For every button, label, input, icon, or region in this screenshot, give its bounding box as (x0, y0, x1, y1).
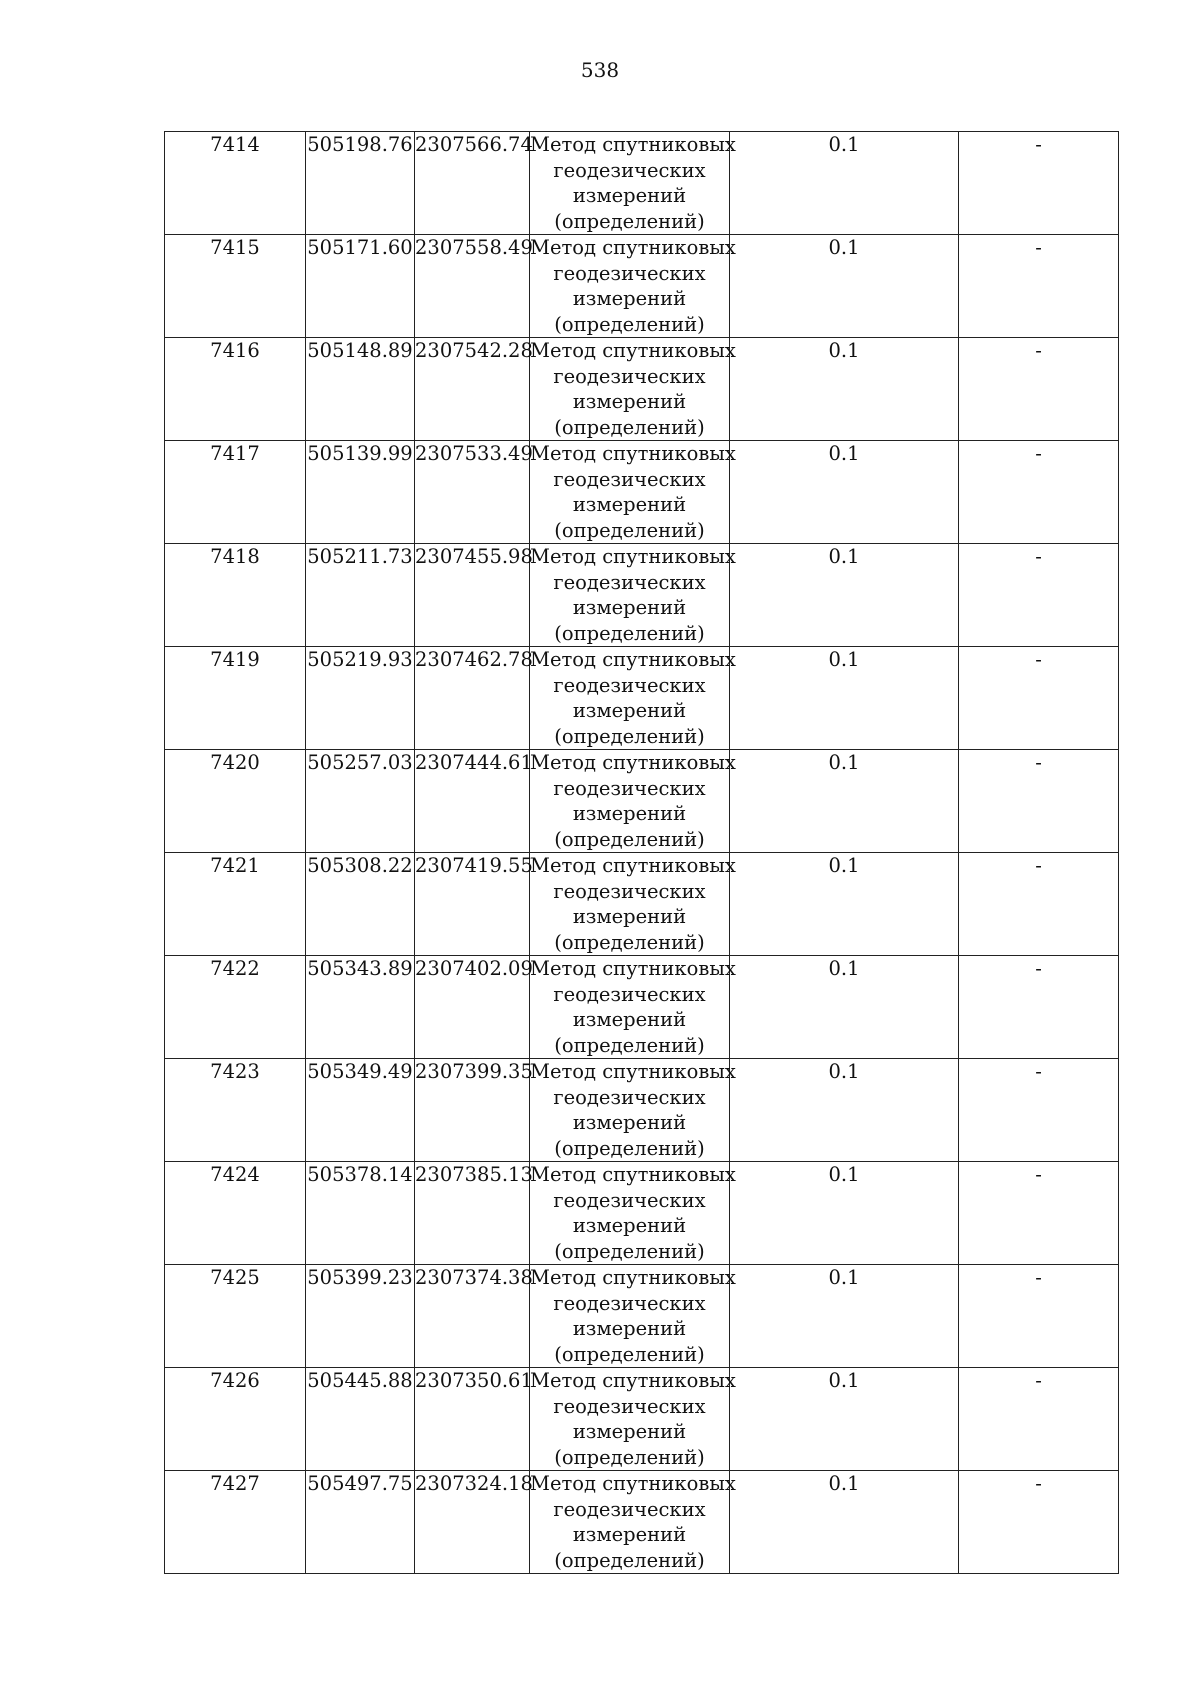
point-number-cell: 7424 (165, 1162, 306, 1265)
note-cell: - (959, 132, 1119, 235)
method-text-line: (определений) (554, 1548, 705, 1572)
note-cell: - (959, 750, 1119, 853)
y-coordinate-cell: 2307455.98 (415, 544, 530, 647)
point-number-cell: 7425 (165, 1265, 306, 1368)
method-text-line: измерений (572, 699, 687, 722)
point-number-cell: 7426 (165, 1368, 306, 1471)
x-coordinate-cell: 505445.88 (306, 1368, 415, 1471)
x-coordinate-cell: 505378.14 (306, 1162, 415, 1265)
method-text-line: геодезических (553, 982, 706, 1006)
method-text-line: измерений (572, 493, 687, 516)
method-text-line: (определений) (554, 724, 705, 748)
method-text-line: (определений) (554, 827, 705, 851)
method-text-line: (определений) (554, 518, 705, 542)
page-number: 538 (580, 58, 620, 82)
table-row (165, 1471, 1119, 1574)
accuracy-cell: 0.1 (730, 544, 959, 647)
method-text-line: геодезических (553, 1497, 706, 1521)
method-text-line: измерений (572, 390, 687, 413)
point-number-cell: 7414 (165, 132, 306, 235)
method-text-line: геодезических (553, 1394, 706, 1418)
point-number-cell: 7416 (165, 338, 306, 441)
table-row (165, 1162, 1119, 1265)
y-coordinate-cell: 2307462.78 (415, 647, 530, 750)
accuracy-cell: 0.1 (730, 1059, 959, 1162)
note-cell: - (959, 544, 1119, 647)
y-coordinate-cell: 2307558.49 (415, 235, 530, 338)
x-coordinate-cell: 505198.76 (306, 132, 415, 235)
accuracy-cell: 0.1 (730, 338, 959, 441)
method-text-line: Метод спутниковых (530, 133, 736, 156)
note-cell: - (959, 956, 1119, 1059)
method-cell (530, 1368, 736, 1471)
method-cell (530, 853, 736, 956)
y-coordinate-cell: 2307402.09 (415, 956, 530, 1059)
accuracy-cell: 0.1 (730, 132, 959, 235)
table-row (165, 647, 1119, 750)
method-cell (530, 750, 736, 853)
method-text-line: измерений (572, 596, 687, 619)
method-cell (530, 956, 736, 1059)
y-coordinate-cell: 2307374.38 (415, 1265, 530, 1368)
y-coordinate-cell: 2307533.49 (415, 441, 530, 544)
point-number-cell: 7427 (165, 1471, 306, 1574)
y-coordinate-cell: 2307419.55 (415, 853, 530, 956)
note-cell: - (959, 1471, 1119, 1574)
method-text-line: геодезических (553, 673, 706, 697)
y-coordinate-cell: 2307542.28 (415, 338, 530, 441)
method-text-line: (определений) (554, 1136, 705, 1160)
method-cell (530, 1265, 736, 1368)
x-coordinate-cell: 505497.75 (306, 1471, 415, 1574)
method-text-line: (определений) (554, 415, 705, 439)
y-coordinate-cell: 2307566.74 (415, 132, 530, 235)
note-cell: - (959, 338, 1119, 441)
method-text-line: Метод спутниковых (530, 854, 736, 877)
note-cell: - (959, 235, 1119, 338)
point-number-cell: 7417 (165, 441, 306, 544)
accuracy-cell: 0.1 (730, 1162, 959, 1265)
table-row (165, 441, 1119, 544)
accuracy-cell: 0.1 (730, 1368, 959, 1471)
note-cell: - (959, 1162, 1119, 1265)
method-text-line: геодезических (553, 158, 706, 182)
x-coordinate-cell: 505257.03 (306, 750, 415, 853)
table-row (165, 235, 1119, 338)
method-text-line: геодезических (553, 467, 706, 491)
point-number-cell: 7423 (165, 1059, 306, 1162)
x-coordinate-cell: 505399.23 (306, 1265, 415, 1368)
method-cell (530, 338, 736, 441)
table-row (165, 1059, 1119, 1162)
point-number-cell: 7418 (165, 544, 306, 647)
method-text-line: (определений) (554, 621, 705, 645)
note-cell: - (959, 441, 1119, 544)
method-text-line: геодезических (553, 879, 706, 903)
method-text-line: Метод спутниковых (530, 236, 736, 259)
method-cell (530, 235, 736, 338)
method-text-line: геодезических (553, 570, 706, 594)
method-text-line: Метод спутниковых (530, 1163, 736, 1186)
y-coordinate-cell: 2307324.18 (415, 1471, 530, 1574)
method-text-line: Метод спутниковых (530, 1472, 736, 1495)
accuracy-cell: 0.1 (730, 956, 959, 1059)
x-coordinate-cell: 505171.60 (306, 235, 415, 338)
method-cell (530, 132, 736, 235)
coordinates-table (164, 131, 1119, 1574)
method-text-line: измерений (572, 1317, 687, 1340)
y-coordinate-cell: 2307385.13 (415, 1162, 530, 1265)
note-cell: - (959, 647, 1119, 750)
method-text-line: геодезических (553, 1188, 706, 1212)
x-coordinate-cell: 505308.22 (306, 853, 415, 956)
table-body (165, 132, 1119, 1574)
method-text-line: измерений (572, 1523, 687, 1546)
method-text-line: Метод спутниковых (530, 1060, 736, 1083)
method-text-line: измерений (572, 287, 687, 310)
method-text-line: (определений) (554, 1033, 705, 1057)
accuracy-cell: 0.1 (730, 853, 959, 956)
x-coordinate-cell: 505343.89 (306, 956, 415, 1059)
method-cell (530, 1471, 736, 1574)
x-coordinate-cell: 505219.93 (306, 647, 415, 750)
method-text-line: (определений) (554, 312, 705, 336)
method-text-line: измерений (572, 1420, 687, 1443)
method-text-line: геодезических (553, 776, 706, 800)
x-coordinate-cell: 505148.89 (306, 338, 415, 441)
y-coordinate-cell: 2307399.35 (415, 1059, 530, 1162)
point-number-cell: 7420 (165, 750, 306, 853)
x-coordinate-cell: 505349.49 (306, 1059, 415, 1162)
method-text-line: (определений) (554, 1342, 705, 1366)
method-text-line: (определений) (554, 1239, 705, 1263)
y-coordinate-cell: 2307444.61 (415, 750, 530, 853)
method-text-line: геодезических (553, 1291, 706, 1315)
method-text-line: (определений) (554, 209, 705, 233)
x-coordinate-cell: 505139.99 (306, 441, 415, 544)
method-text-line: измерений (572, 184, 687, 207)
table-row (165, 1368, 1119, 1471)
table-row (165, 132, 1119, 235)
note-cell: - (959, 1368, 1119, 1471)
note-cell: - (959, 853, 1119, 956)
point-number-cell: 7421 (165, 853, 306, 956)
method-cell (530, 647, 736, 750)
accuracy-cell: 0.1 (730, 1265, 959, 1368)
method-text-line: измерений (572, 1111, 687, 1134)
method-text-line: (определений) (554, 1445, 705, 1469)
note-cell: - (959, 1059, 1119, 1162)
method-text-line: геодезических (553, 1085, 706, 1109)
accuracy-cell: 0.1 (730, 235, 959, 338)
method-text-line: измерений (572, 1008, 687, 1031)
accuracy-cell: 0.1 (730, 441, 959, 544)
method-text-line: измерений (572, 905, 687, 928)
method-text-line: Метод спутниковых (530, 751, 736, 774)
method-text-line: Метод спутниковых (530, 648, 736, 671)
table-row (165, 1265, 1119, 1368)
method-text-line: геодезических (553, 364, 706, 388)
method-text-line: Метод спутниковых (530, 1266, 736, 1289)
method-text-line: измерений (572, 1214, 687, 1237)
accuracy-cell: 0.1 (730, 647, 959, 750)
point-number-cell: 7415 (165, 235, 306, 338)
method-cell (530, 1059, 736, 1162)
method-text-line: Метод спутниковых (530, 957, 736, 980)
table-row (165, 544, 1119, 647)
method-cell (530, 1162, 736, 1265)
accuracy-cell: 0.1 (730, 1471, 959, 1574)
method-cell (530, 441, 736, 544)
table-row (165, 750, 1119, 853)
method-text-line: (определений) (554, 930, 705, 954)
y-coordinate-cell: 2307350.61 (415, 1368, 530, 1471)
method-text-line: Метод спутниковых (530, 339, 736, 362)
method-cell (530, 544, 736, 647)
method-text-line: Метод спутниковых (530, 1369, 736, 1392)
method-text-line: геодезических (553, 261, 706, 285)
point-number-cell: 7422 (165, 956, 306, 1059)
accuracy-cell: 0.1 (730, 750, 959, 853)
method-text-line: Метод спутниковых (530, 545, 736, 568)
point-number-cell: 7419 (165, 647, 306, 750)
table-row (165, 338, 1119, 441)
x-coordinate-cell: 505211.73 (306, 544, 415, 647)
note-cell: - (959, 1265, 1119, 1368)
method-text-line: Метод спутниковых (530, 442, 736, 465)
table-row (165, 853, 1119, 956)
method-text-line: измерений (572, 802, 687, 825)
table-row (165, 956, 1119, 1059)
